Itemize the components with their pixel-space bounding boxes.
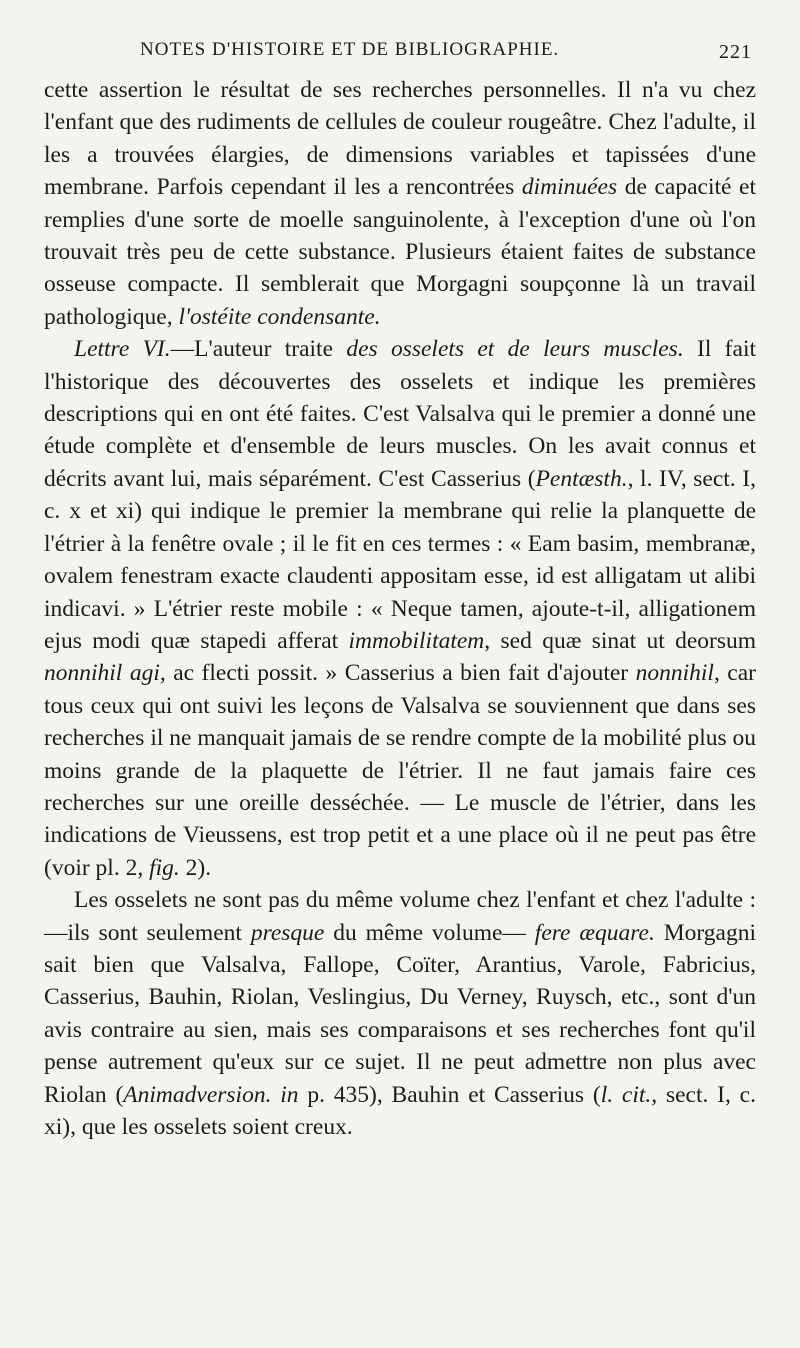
p2-text-1: —L'auteur traite (170, 336, 347, 363)
p3-text-4: p. 435), Bauhin et Casserius ( (298, 1081, 601, 1108)
p3-text-2: du même volume— (324, 919, 535, 946)
p3-text-5: , sect. I, c. xi), que les osselets soient creux. (44, 1081, 756, 1140)
p1-text-1: cette assertion le résultat de ses recherches personnelles. Il n'a vu chez l'enfant que des rudiments de cellules de couleur rougeâtre. Chez l'adulte, il les a trouvées élargies, de dimensions variables et tapissées d'une membrane. Parfois cependant il les a rencontrées (44, 77, 756, 201)
p2-text-5: , ac flecti possit. » Casserius a bien fait d'ajouter (159, 660, 636, 687)
p2-italic-4: nonnihil agi (44, 660, 160, 687)
p2-text-3: , l. IV, sect. I, c. x et xi) qui indique le premier la membrane qui relie la planquette de l'étrier à la fenêtre ovale ; il le fit en ces termes : « Eam basim, membranæ, ovalem fenestram exacte claudenti appositam esse, id est alligatam ut alibi indicavi. » L'étrier reste mobile : « Neque tamen, ajoute-t-il, alligationem ejus modi quæ stapedi afferat (44, 465, 756, 654)
p2-text-6: , car tous ceux qui ont suivi les leçons de Valsalva se souviennent que dans ses recherches il ne manquait jamais de se rendre compte de la mobilité plus ou moins grande de la plaquette de l'étrier. Il ne faut jamais faire ces recherches sur une oreille desséchée. — Le muscle de l'étrier, dans les indications de Vieussens, est trop petit et a une place où il ne peut pas être (voir pl. 2, (44, 660, 756, 881)
p2-italic-1: des osselets et de leurs muscles. (346, 336, 684, 363)
paragraph-1 (44, 74, 756, 333)
paragraph-2 (44, 333, 756, 884)
p2-text-7: 2). (179, 854, 212, 881)
p3-italic-2: fere æquare. (534, 919, 655, 946)
p3-italic-3: Animadversion. in (123, 1081, 299, 1108)
p2-italic-6: fig. (149, 854, 180, 881)
running-title: NOTES D'HISTOIRE ET DE BIBLIOGRAPHIE. (140, 39, 560, 60)
letter-heading: Lettre VI. (74, 336, 171, 363)
p1-text-2: de capacité et remplies d'une sorte de moelle sanguinolente, à l'exception d'une où l'on trouvait très peu de cette substance. Plusieurs étaient faites de substance osseuse compacte. Il semblerait que Morgagni soupçonne là un travail pathologique, (44, 174, 756, 330)
p1-italic-2: l'ostéite condensante. (178, 303, 381, 330)
p2-italic-3: immobilitatem (348, 627, 485, 654)
p1-italic-1: diminuées (521, 174, 618, 201)
p2-italic-5: nonnihil (635, 660, 714, 687)
p3-text-3: Morgagni sait bien que Valsalva, Fallope, Coïter, Arantius, Varole, Fabricius, Casserius, Bauhin, Riolan, Veslingius, Du Verney, Ruysch, etc., sont d'un avis contraire au sien, mais ses comparaisons et ses recherches font qu'il pense autrement qu'eux sur ce sujet. Il ne peut admettre non plus avec Riolan ( (44, 919, 756, 1108)
paragraph-3 (44, 884, 756, 1143)
p3-italic-1: presque (250, 919, 325, 946)
p2-text-4: , sed quæ sinat ut deorsum (484, 627, 756, 654)
p3-text-1: Les osselets ne sont pas du même volume chez l'enfant et chez l'adulte : —ils sont seulement (44, 887, 756, 946)
running-head (44, 34, 756, 74)
p2-text-2: Il fait l'historique des découvertes des osselets et indique les premières descriptions qui en ont été faites. C'est Valsalva qui le premier a donné une étude complète et d'ensemble de leurs muscles. On les avait connus et décrits avant lui, mais séparément. C'est Casserius ( (44, 336, 757, 492)
p2-italic-2: Pentæsth. (535, 465, 628, 492)
p3-italic-4: l. cit. (600, 1081, 652, 1108)
page-number: 221 (719, 41, 752, 63)
body-text (44, 74, 756, 1143)
